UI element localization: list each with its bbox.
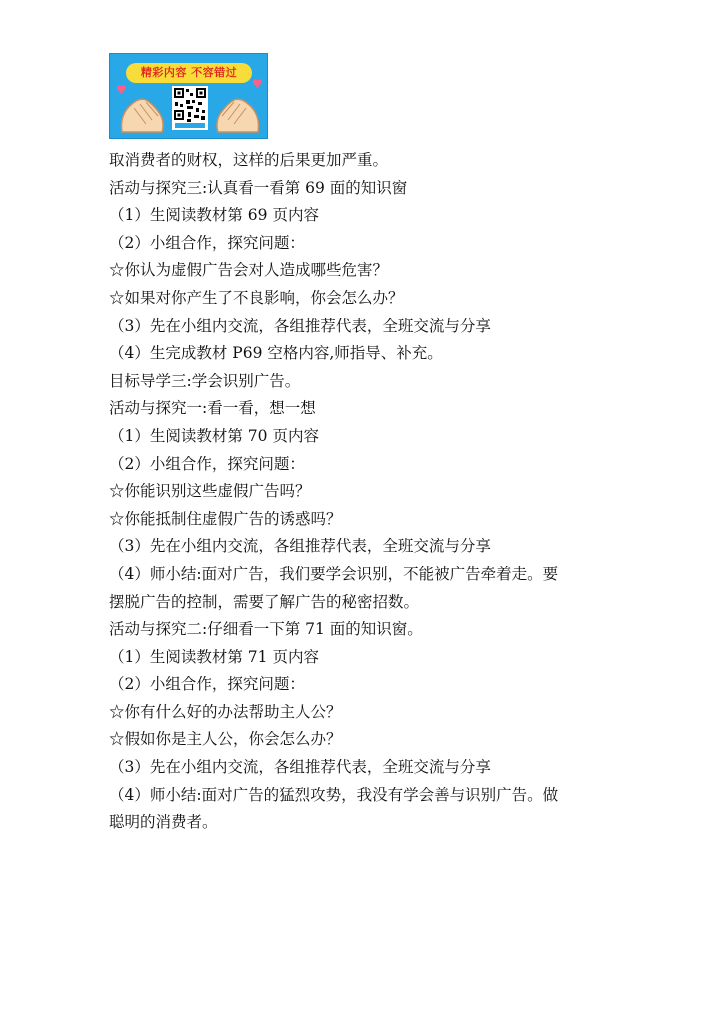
promo-banner[interactable] <box>109 53 268 139</box>
banner-title: 精彩内容 不容错过 <box>126 63 252 83</box>
text-line: 活动与探究一:看一看，想一想 <box>109 399 316 418</box>
text-line: ☆你有什么好的办法帮助主人公？ <box>109 702 342 721</box>
text-line: （2）小组合作，探究问题： <box>109 454 305 473</box>
text-line: （3）先在小组内交流，各组推荐代表，全班交流与分享 <box>109 316 491 335</box>
text-line: 活动与探究二:仔细看一下第 71 面的知识窗。 <box>109 620 423 639</box>
text-line: （4）师小结:面对广告的猛烈攻势，我没有学会善与识别广告。做 <box>109 785 559 804</box>
text-line: （4）生完成教材 P69 空格内容,师指导、补充。 <box>109 344 443 363</box>
text-line: ☆你认为虚假广告会对人造成哪些危害？ <box>109 261 389 280</box>
text-line: （1）生阅读教材第 71 页内容 <box>109 647 319 666</box>
section-heading: 目标导学三:学会识别广告。 <box>109 371 301 390</box>
text-line: 摆脱广告的控制，需要了解广告的秘密招数。 <box>109 592 420 611</box>
clapping-hand-left-icon <box>116 94 168 134</box>
text-line: （2）小组合作，探究问题： <box>109 675 305 694</box>
document-body <box>109 147 609 837</box>
text-line: ☆如果对你产生了不良影响，你会怎么办？ <box>109 288 404 307</box>
text-line: 聪明的消费者。 <box>109 813 218 832</box>
text-line: ☆你能抵制住虚假广告的诱惑吗？ <box>109 509 342 528</box>
text-line: 活动与探究三:认真看一看第 69 面的知识窗 <box>109 178 408 197</box>
clapping-hand-right-icon <box>212 94 264 134</box>
text-line: （1）生阅读教材第 69 页内容 <box>109 206 319 225</box>
text-line: （2）小组合作，探究问题： <box>109 233 305 252</box>
text-line: （1）生阅读教材第 70 页内容 <box>109 426 319 445</box>
text-line: 取消费者的财权，这样的后果更加严重。 <box>109 151 389 169</box>
heart-icon: ♥ <box>116 83 127 97</box>
heart-icon: ♥ <box>252 77 263 91</box>
text-line: ☆你能识别这些虚假广告吗？ <box>109 482 311 501</box>
text-line: ☆假如你是主人公，你会怎么办？ <box>109 730 342 749</box>
text-line: （3）先在小组内交流，各组推荐代表，全班交流与分享 <box>109 758 491 777</box>
text-line: （3）先在小组内交流，各组推荐代表，全班交流与分享 <box>109 537 491 556</box>
qr-code-icon[interactable] <box>172 86 208 130</box>
text-line: （4）师小结:面对广告，我们要学会识别，不能被广告牵着走。要 <box>109 564 559 583</box>
